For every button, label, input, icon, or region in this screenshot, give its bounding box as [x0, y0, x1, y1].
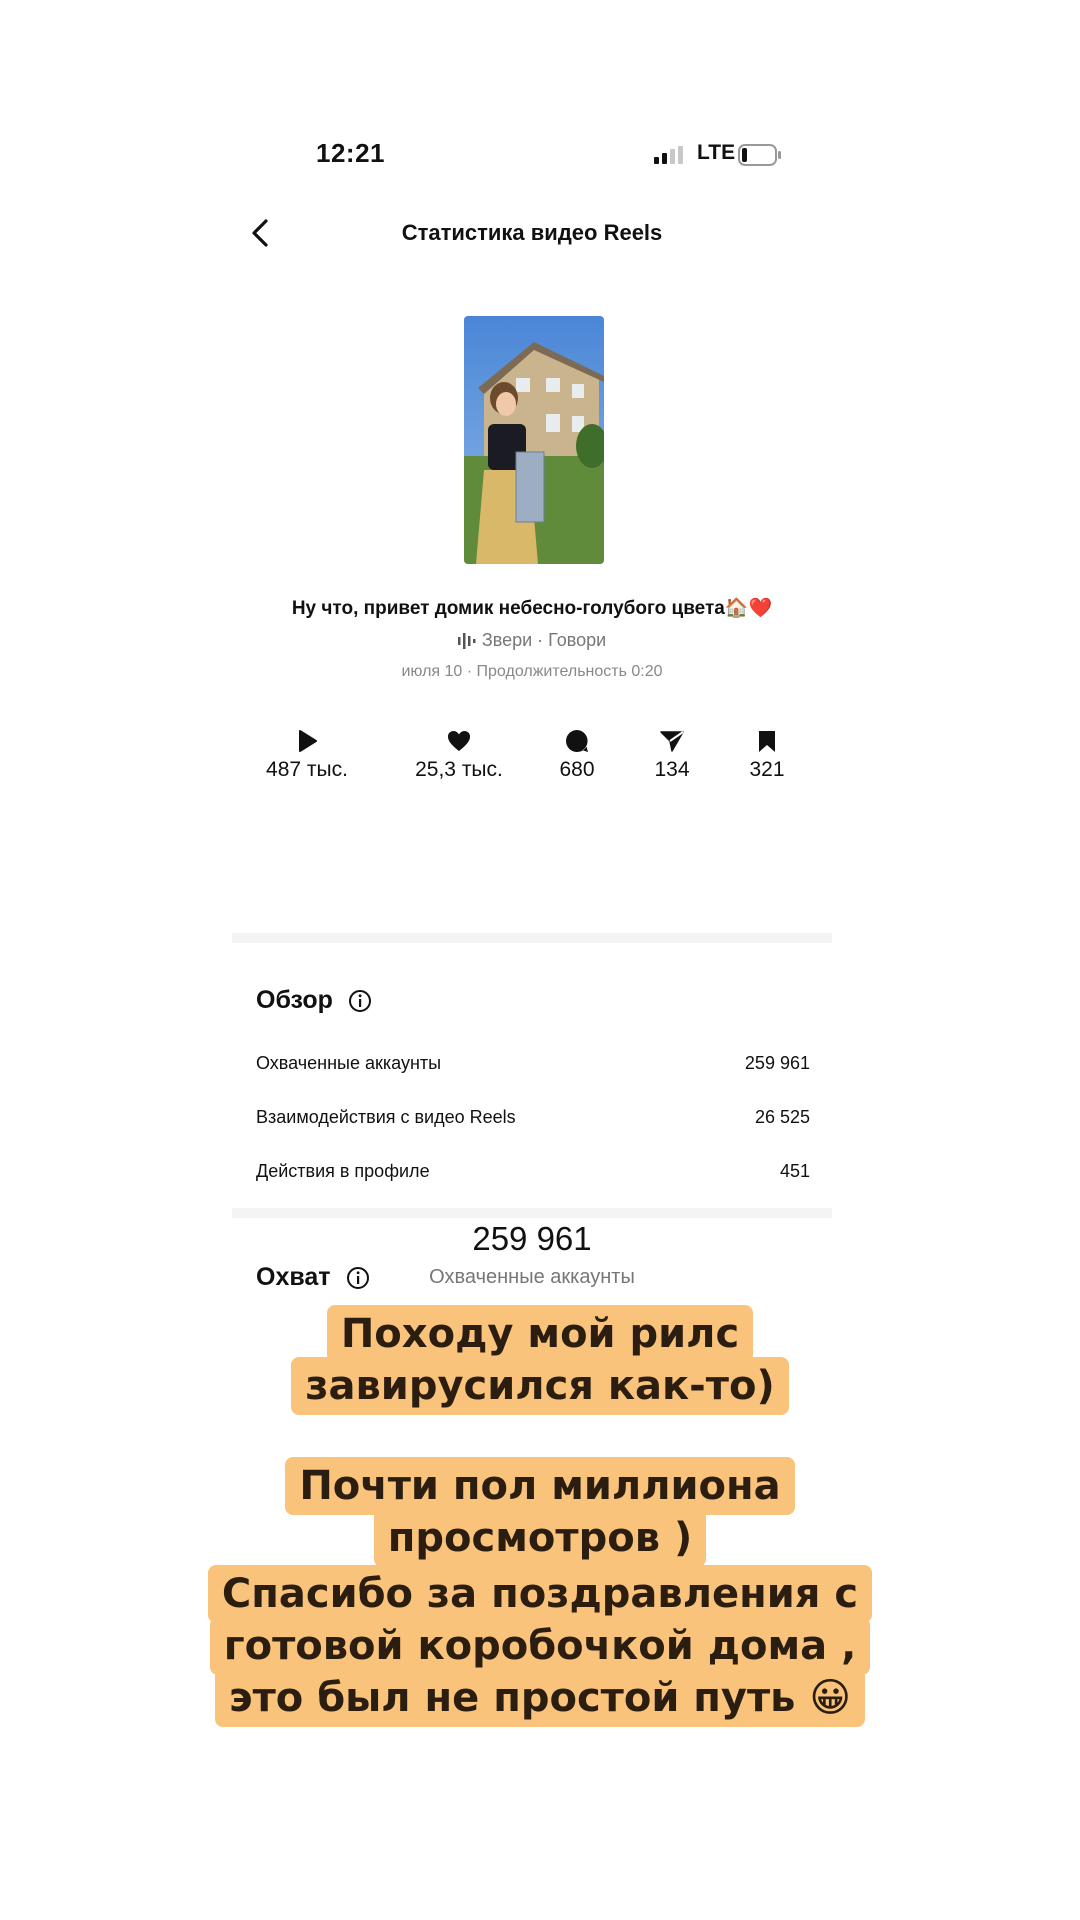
network-type: LTE: [697, 141, 736, 164]
overview-row-label: Охваченные аккаунты: [256, 1053, 442, 1073]
overview-title-text: Обзор: [256, 986, 333, 1014]
metric-plays: [252, 728, 362, 782]
reel-meta: июля 10 · Продолжительность 0:20: [401, 663, 663, 680]
overview-section-title: [256, 986, 372, 1015]
metric-value: 25,3 тыс.: [415, 758, 503, 781]
overview-row-label: Действия в профиле: [256, 1161, 430, 1181]
info-icon[interactable]: [348, 989, 372, 1013]
heart-icon: [446, 728, 472, 754]
bookmark-icon: [754, 728, 780, 754]
overview-row-value: 26 525: [754, 1107, 810, 1127]
metric-value: 680: [559, 758, 595, 781]
metric-value: 134: [654, 758, 690, 781]
status-time: 12:21: [316, 138, 385, 168]
story-text-3: [185, 1568, 895, 1724]
metric-comments: [537, 728, 617, 782]
reach-title-text: Охват: [256, 1263, 331, 1291]
story-text-2-highlight: Почти пол миллиона просмотров ): [285, 1457, 794, 1567]
metric-likes: [404, 728, 514, 782]
overview-row-value: 259 961: [744, 1053, 810, 1073]
overview-row-label: Взаимодействия с видео Reels: [256, 1107, 516, 1127]
audio-track-label: Звери · Говори: [481, 630, 607, 650]
audio-wave-icon: [458, 633, 476, 649]
story-text-1: [190, 1308, 890, 1412]
page-title: Статистика видео Reels: [401, 220, 663, 245]
metric-value: 487 тыс.: [266, 758, 348, 781]
share-icon: [659, 728, 685, 754]
comment-icon: [564, 728, 590, 754]
metric-saves: [732, 728, 802, 782]
story-text-1-highlight: Походу мой рилс завирусился как-то): [291, 1305, 788, 1415]
reach-label: Охваченные аккаунты: [429, 1266, 635, 1288]
signal-icon: [654, 146, 688, 164]
metric-value: 321: [749, 758, 785, 781]
battery-icon: [738, 144, 782, 166]
status-bar: [232, 108, 832, 198]
metric-shares: [637, 728, 707, 782]
audio-track[interactable]: [232, 630, 832, 651]
navigation-bar: [232, 198, 832, 269]
section-divider: [232, 1208, 832, 1218]
reel-caption: Ну что, привет домик небесно-голубого цвета🏠❤️: [291, 598, 773, 619]
reach-value: 259 961: [472, 1220, 592, 1257]
story-text-2: [150, 1460, 930, 1564]
section-divider: [232, 933, 832, 943]
overview-row-value: 451: [779, 1161, 810, 1181]
phone-screenshot: [232, 108, 832, 1438]
reel-thumbnail[interactable]: [464, 316, 604, 564]
story-text-3-highlight: Спасибо за поздравления с готовой коробочкой дома , это был не простой путь 😀: [208, 1565, 872, 1727]
play-icon: [294, 728, 320, 754]
